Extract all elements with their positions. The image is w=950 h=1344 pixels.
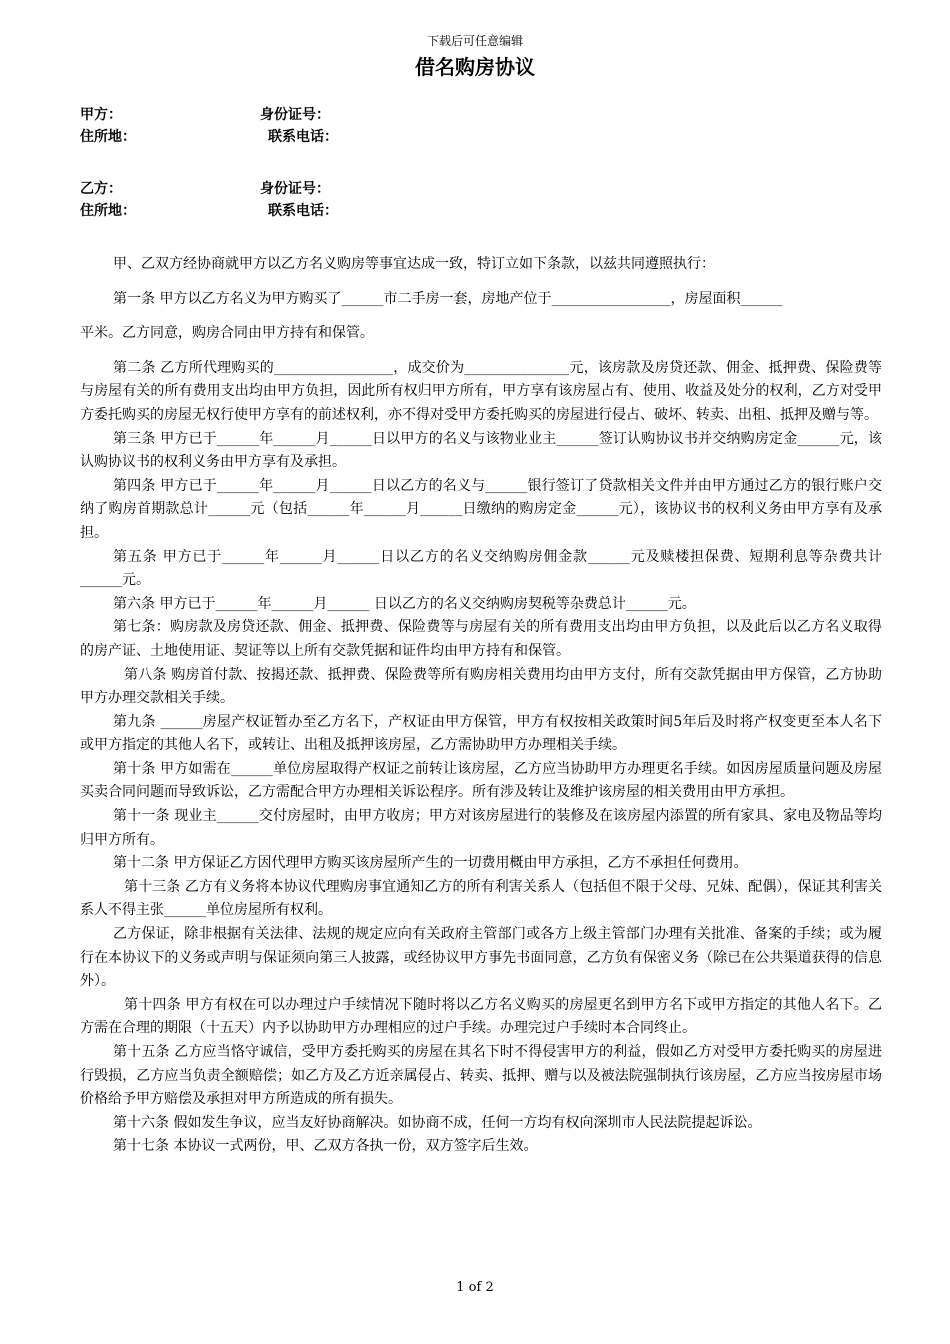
clause-4: 第四条 甲方已于______年______月______日以乙方的名义与______银行签订了贷款相关文件并由甲方通过乙方的银行账户交纳了购房首期款总计______元（包括______年______月______日缴纳的购房定金______元），该协议书的权利义务由甲方享有及承担。 bbox=[80, 477, 882, 541]
agreement-body bbox=[80, 253, 882, 1159]
party-a-phone-label: 联系电话： bbox=[268, 129, 338, 145]
clause-6: 第六条 甲方已于______年______月______ 日以乙方的名义交纳购房契税等杂费总计______元。 bbox=[113, 595, 696, 612]
party-b-address-label: 住所地： bbox=[80, 203, 136, 219]
clause-7: 第七条：购房款及房贷还款、佣金、抵押费、保险费等与房屋有关的所有费用支出均由甲方负担，以及此后以乙方名义取得的房产证、土地使用证、契证等以上所有交款凭据和证件均由甲方持有和保管。 bbox=[80, 619, 882, 659]
preamble-paragraph: 甲、乙双方经协商就甲方以乙方名义购房等事宜达成一致，特订立如下条款，以兹共同遵照执行： bbox=[113, 256, 715, 272]
party-a-block bbox=[80, 104, 880, 148]
clause-17: 第十七条 本协议一式两份，甲、乙双方各执一份，双方签字后生效。 bbox=[113, 1138, 538, 1155]
clause-2: 第二条 乙方所代理购买的_________________，成交价为_______________元，该房款及房贷还款、佣金、抵押费、保险费等与房屋有关的所有费用支出均由甲方负担，因此所有权归甲方所有，甲方享有该房屋占有、使用、收益及处分的权利，乙方对受甲方委托购买的房屋无权行使甲方享有的前述权利，亦不得对受甲方委托购买的房屋进行侵占、破坏、转卖、出租、抵押及赠与等。 bbox=[80, 359, 882, 423]
party-b-block bbox=[80, 178, 880, 222]
clause-13-confidentiality: 乙方保证，除非根据有关法律、法规的规定应向有关政府主管部门或各方上级主管部门办理有关批准、备案的手续；或为履行在本协议下的义务或声明与保证须向第三人披露，或经协议甲方事先书面同意，乙方负有保密义务（除已在公共渠道获得的信息外）。 bbox=[80, 926, 882, 990]
clause-5: 第五条 甲方已于______年______月______日以乙方的名义交纳购房佣金款______元及赎楼担保费、短期利息等杂费共计______元。 bbox=[80, 548, 882, 589]
clause-15: 第十五条 乙方应当恪守诚信，受甲方委托购买的房屋在其名下时不得侵害甲方的利益，假如乙方对受甲方委托购买的房屋进行毁损，乙方应当负责全额赔偿；如乙方及乙方近亲属侵占、转卖、抵押、赠与以及被法院强制执行该房屋，乙方应当按房屋市场价格给予甲方赔偿及承担对甲方所造成的所有损失。 bbox=[80, 1044, 882, 1108]
party-b-id-label: 身份证号： bbox=[260, 181, 330, 197]
party-b-name-label: 乙方： bbox=[80, 181, 122, 197]
clause-1-line-1: 第一条 甲方以乙方名义为甲方购买了______市二手房一套，房地产位于_________________，房屋面积______ bbox=[113, 290, 783, 307]
clause-16: 第十六条 假如发生争议，应当友好协商解决。如协商不成，任何一方均有权向深圳市人民法院提起诉讼。 bbox=[113, 1114, 762, 1131]
document-title: 借名购房协议 bbox=[415, 55, 535, 79]
party-b-phone-label: 联系电话： bbox=[268, 203, 338, 219]
party-a-name-label: 甲方： bbox=[80, 107, 122, 123]
clause-13: 第十三条 乙方有义务将本协议代理购房事宜通知乙方的所有利害关系人（包括但不限于父母、兄妹、配偶），保证其利害关系人不得主张______单位房屋所有权利。 bbox=[80, 878, 882, 919]
clause-11: 第十一条 现业主______交付房屋时，由甲方收房；甲方对该房屋进行的装修及在该房屋内添置的所有家具、家电及物品等均归甲方所有。 bbox=[80, 808, 882, 848]
clause-12: 第十二条 甲方保证乙方因代理甲方购买该房屋所产生的一切费用概由甲方承担，乙方不承担任何费用。 bbox=[113, 855, 748, 872]
clause-10: 第十条 甲方如需在______单位房屋取得产权证之前转让该房屋，乙方应当协助甲方办理更名手续。如因房屋质量问题及房屋买卖合同问题而导致诉讼，乙方需配合甲方办理相关诉讼程序。所有涉及转让及维护该房屋的相关费用由甲方承担。 bbox=[80, 760, 882, 801]
clause-3: 第三条 甲方已于______年______月______日以甲方的名义与该物业业主______签订认购协议书并交纳购房定金______元，该认购协议书的权利义务由甲方享有及承担。 bbox=[80, 430, 882, 471]
clause-14: 第十四条 甲方有权在可以办理过户手续情况下随时将以乙方名义购买的房屋更名到甲方名下或甲方指定的其他人名下。乙方需在合理的期限（十五天）内予以协助甲方办理相应的过户手续。办理完过户手续时本合同终止。 bbox=[80, 996, 882, 1037]
party-a-id-label: 身份证号： bbox=[260, 107, 330, 123]
clause-1-line-2: 平米。乙方同意，购房合同由甲方持有和保管。 bbox=[80, 325, 374, 342]
clause-8: 第八条 购房首付款、按揭还款、抵押费、保险费等所有购房相关费用均由甲方支付，所有交款凭据由甲方保管，乙方协助甲方办理交款相关手续。 bbox=[80, 666, 882, 707]
clause-9: 第九条 ______房屋产权证暂办至乙方名下，产权证由甲方保管，甲方有权按相关政策时间5年后及时将产权变更至本人名下或甲方指定的其他人名下，或转让、出租及抵押该房屋，乙方需协助甲方办理相关手续。 bbox=[80, 713, 882, 754]
page-number: 1 of 2 bbox=[456, 1280, 494, 1295]
header-note: 下载后可任意编辑 bbox=[426, 34, 523, 48]
party-a-address-label: 住所地： bbox=[80, 129, 136, 145]
